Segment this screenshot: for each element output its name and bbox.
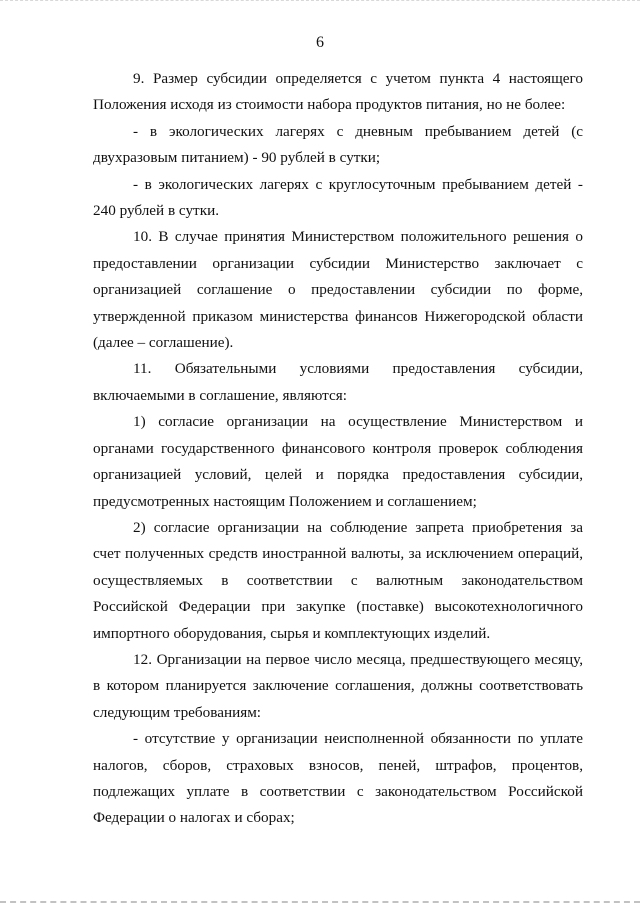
paragraph-9-item-roundclock-camps: - в экологических лагерях с круглосуточным пребыванием детей - 240 рублей в сутки. xyxy=(93,175,583,220)
paragraph-11-item-1: 1) согласие организации на осуществление Министерством и органами государственного финансового контроля проверок соблюдения организацией условий, целей и порядка предоставления субсидии, предусмотренных настоящим Положением и соглашением; xyxy=(93,413,583,510)
scan-edge-top xyxy=(0,0,640,5)
scan-edge-bottom xyxy=(0,895,640,903)
paragraph-12-item-taxes: - отсутствие у организации неисполненной обязанности по уплате налогов, сборов, страховых взносов, пеней, штрафов, процентов, подлежащих уплате в соответствии с законодательством Российской Федерации о налогах и сборах; xyxy=(93,730,583,827)
paragraph-10: 10. В случае принятия Министерством положительного решения о предоставлении организации субсидии Министерство заключает с организацией соглашение о предоставлении субсидии по форме, утвержденной приказом министерства финансов Нижегородской области (далее – соглашение). xyxy=(93,228,583,352)
paragraph-12: 12. Организации на первое число месяца, предшествующего месяцу, в котором планируется заключение соглашения, должны соответствовать следующим требованиям: xyxy=(93,650,583,721)
paragraph-11-item-2: 2) согласие организации на соблюдение запрета приобретения за счет полученных средств иностранной валюты, за исключением операций, осуществляемых в соответствии с валютным законодательством Российской Федерации при закупке (поставке) высокотехнологичного импортного оборудования, сырья и комплектующих изделий. xyxy=(93,518,583,642)
paragraph-9-item-day-camps: - в экологических лагерях с дневным пребыванием детей (с двухразовым питанием) - 90 рублей в сутки; xyxy=(93,122,583,167)
paragraph-11: 11. Обязательными условиями предоставления субсидии, включаемыми в соглашение, являются: xyxy=(93,360,583,404)
paragraph-9: 9. Размер субсидии определяется с учетом пункта 4 настоящего Положения исходя из стоимости набора продуктов питания, но не более: xyxy=(93,70,583,114)
page-number: 6 xyxy=(316,34,324,51)
document-body xyxy=(93,66,583,832)
